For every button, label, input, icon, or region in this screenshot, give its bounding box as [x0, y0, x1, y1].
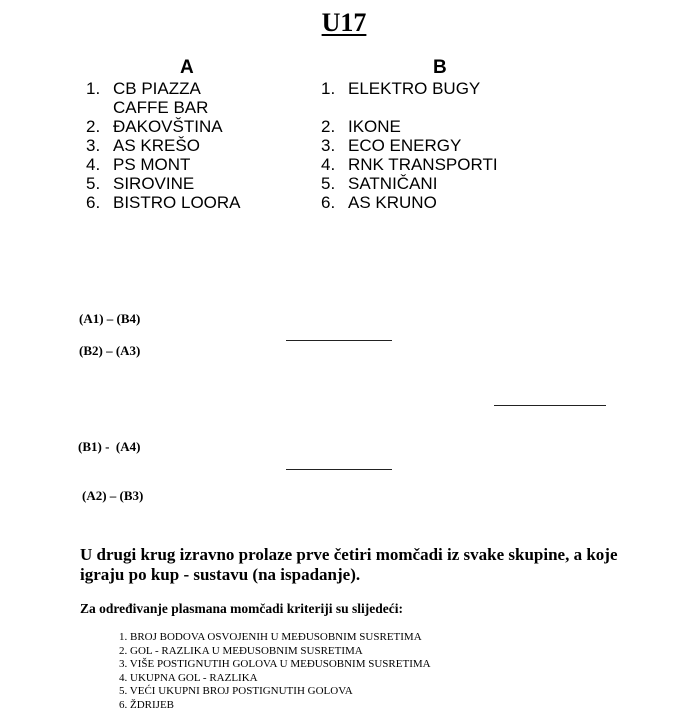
team-name: SIROVINE	[113, 174, 195, 193]
advancement-paragraph: U drugi krug izravno prolaze prve četiri momčadi iz svake skupine, a koje igraju po kup - sustavu (na ispadanje).	[80, 545, 618, 584]
title-text: U17	[321, 8, 367, 37]
item-number: 1.	[321, 79, 336, 98]
item-number: 4.	[321, 155, 336, 174]
criteria-item: 2. GOL - RAZLIKA U MEĐUSOBNIM SUSRETIMA	[119, 644, 363, 657]
item-number: 5.	[86, 174, 101, 193]
team-name: ELEKTRO BUGY	[348, 79, 481, 98]
list-item	[86, 193, 241, 212]
item-number: 2.	[86, 117, 101, 136]
list-item	[321, 117, 498, 136]
criteria-item: 3. VIŠE POSTIGNUTIH GOLOVA U MEĐUSOBNIM SUSRETIMA	[119, 658, 431, 670]
group-a-list	[86, 79, 241, 212]
item-number: 3.	[86, 136, 101, 155]
list-item	[86, 155, 241, 174]
team-name-line2: CAFFE BAR	[113, 98, 209, 117]
team-name: PS MONT	[113, 155, 191, 174]
winner-blank-line-2	[286, 469, 392, 470]
team-name: AS KRUNO	[348, 193, 437, 212]
team-name: ĐAKOVŠTINA	[113, 117, 223, 136]
list-item	[321, 174, 498, 193]
criteria-heading: Za određivanje plasmana momčadi kriteriji su slijedeći:	[80, 601, 403, 616]
team-name: ECO ENERGY	[348, 136, 462, 155]
match-a1-b4: (A1) – (B4)	[79, 311, 141, 326]
group-a-heading: A	[180, 57, 194, 78]
team-name: BISTRO LOORA	[113, 193, 241, 212]
list-item	[86, 79, 241, 117]
list-item	[321, 79, 498, 98]
item-number: 6.	[321, 193, 336, 212]
list-item	[86, 117, 241, 136]
item-number: 3.	[321, 136, 336, 155]
list-item	[321, 136, 498, 155]
criteria-item: 4. UKUPNA GOL - RAZLIKA	[119, 671, 258, 684]
winner-blank-line-1	[286, 340, 392, 341]
item-number: 1.	[86, 79, 101, 98]
team-name: IKONE	[348, 117, 401, 136]
match-b2-a3: (B2) – (A3)	[79, 343, 141, 358]
group-b-list	[321, 79, 498, 212]
team-name: CB PIAZZA	[113, 79, 201, 98]
final-blank-line	[494, 405, 606, 406]
criteria-item: 1. BROJ BODOVA OSVOJENIH U MEĐUSOBNIM SUSRETIMA	[119, 631, 422, 643]
page-title	[0, 8, 688, 38]
team-name: RNK TRANSPORTI	[348, 155, 498, 174]
item-number: 6.	[86, 193, 101, 212]
item-number: 4.	[86, 155, 101, 174]
team-name: AS KREŠO	[113, 136, 200, 155]
item-number: 5.	[321, 174, 336, 193]
criteria-list	[119, 631, 431, 712]
item-number: 2.	[321, 117, 336, 136]
criteria-item: 6. ŽDRIJEB	[119, 698, 174, 711]
list-item	[86, 174, 241, 193]
list-item	[321, 193, 498, 212]
match-a2-b3: (A2) – (B3)	[82, 488, 144, 503]
list-item	[86, 136, 241, 155]
match-b1-a4: (B1) - (A4)	[78, 439, 141, 454]
list-item	[321, 155, 498, 174]
criteria-item: 5. VEĆI UKUPNI BROJ POSTIGNUTIH GOLOVA	[119, 685, 353, 697]
team-name: SATNIČANI	[348, 174, 438, 193]
group-b-heading: B	[433, 57, 447, 78]
